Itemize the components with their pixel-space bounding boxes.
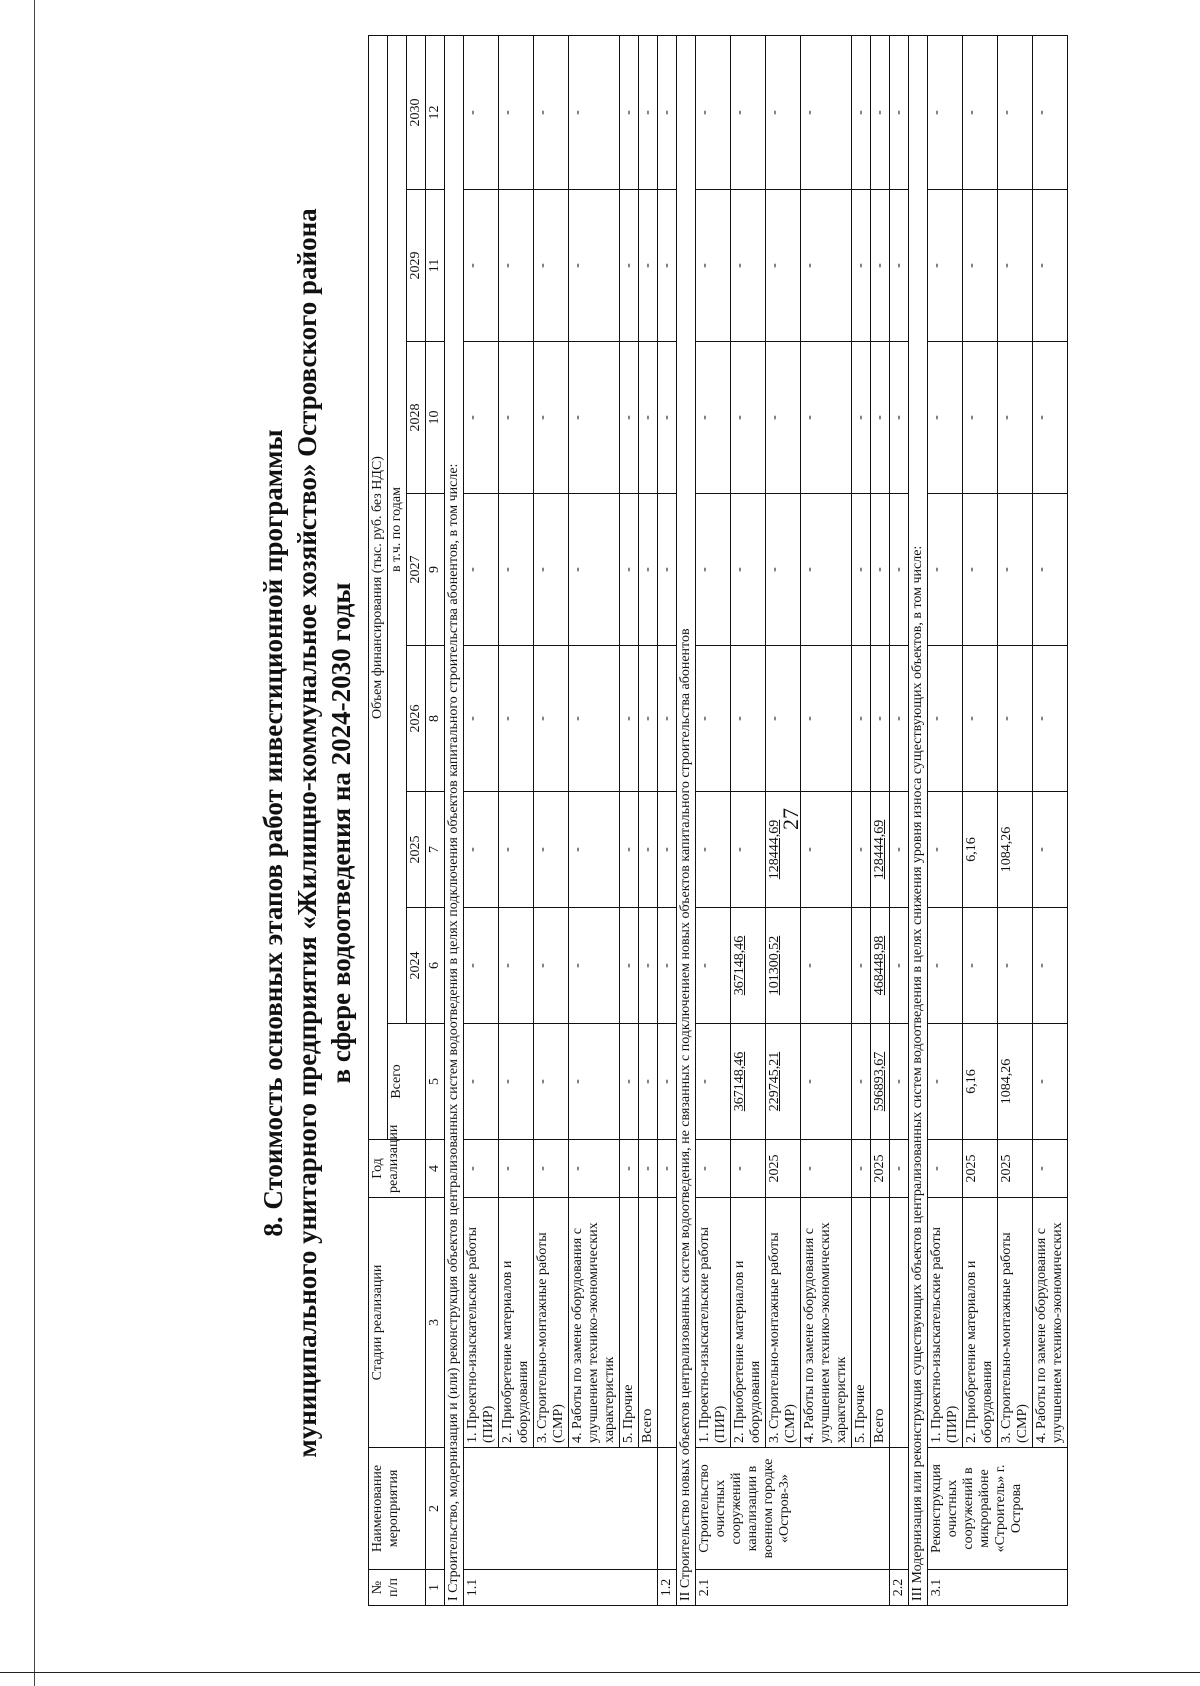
table-row [852, 35, 871, 1605]
year-value-cell: - [499, 342, 534, 494]
stage-cell: Всего [639, 1198, 658, 1448]
year-value-cell: - [731, 646, 766, 792]
year-value-cell: - [1033, 342, 1068, 494]
year-value-cell: - [890, 792, 909, 908]
year-value-cell: - [658, 342, 677, 494]
measure-name [464, 1448, 658, 1570]
year-value-cell: - [1033, 190, 1068, 342]
year-value-cell: - [998, 494, 1033, 646]
year-value-cell: - [696, 908, 731, 1024]
year-value-cell: - [620, 35, 639, 189]
year-value-cell: - [696, 792, 731, 908]
year-value-cell: - [731, 792, 766, 908]
year-value-cell: - [658, 646, 677, 792]
year-value-cell: - [639, 342, 658, 494]
year-value-cell: - [852, 908, 871, 1024]
year-value-cell: - [639, 792, 658, 908]
year-value-cell: - [871, 646, 890, 792]
year-value-cell: - [928, 342, 963, 494]
year-cell: - [464, 1140, 499, 1198]
year-value-cell: - [998, 35, 1033, 189]
header-year-2026: 2026 [407, 646, 426, 792]
year-value-cell: - [569, 908, 620, 1024]
table-row [731, 35, 766, 1605]
year-cell: 2025 [871, 1140, 890, 1198]
year-value-cell: 101300,52 [766, 908, 801, 1024]
year-value-cell: - [998, 190, 1033, 342]
year-value-cell: - [871, 342, 890, 494]
stage-cell: 5. Прочие [852, 1198, 871, 1448]
row-number: 3.1 [928, 1570, 1068, 1606]
year-value-cell: - [766, 494, 801, 646]
total-cell: - [569, 1024, 620, 1140]
measure-name [658, 1448, 677, 1570]
total-cell: - [852, 1024, 871, 1140]
year-value-cell: - [569, 35, 620, 189]
table-row [639, 35, 658, 1605]
table-row [534, 35, 569, 1605]
stage-cell: 2. Приобретение материалов и оборудования [963, 1198, 998, 1448]
header-volume: Объем финансирования (тыс. руб. без НДС) [369, 35, 388, 1139]
year-value-cell: - [569, 190, 620, 342]
table-row [696, 35, 731, 1605]
year-value-cell: - [1033, 35, 1068, 189]
year-value-cell: - [998, 342, 1033, 494]
section-row [677, 35, 696, 1605]
year-value-cell: - [1033, 494, 1068, 646]
section-title: III Модернизация или реконструкция существующих объектов централизованных систем водоотведения в целях снижения уровня износа существующих объектов, в том числе: [909, 35, 928, 1605]
year-value-cell: - [499, 494, 534, 646]
year-cell: - [1033, 1140, 1068, 1198]
header-index-cell: 6 [426, 908, 445, 1024]
stage-cell: Всего [871, 1198, 890, 1448]
total-cell: - [499, 1024, 534, 1140]
year-cell: - [620, 1140, 639, 1198]
stage-cell [890, 1198, 909, 1448]
year-value-cell: - [639, 908, 658, 1024]
stage-cell: 1. Проектно-изыскательские работы (ПИР) [696, 1198, 731, 1448]
total-cell: - [696, 1024, 731, 1140]
row-number: 2.2 [890, 1570, 909, 1606]
total-cell: - [1033, 1024, 1068, 1140]
rotated-page-content [256, 30, 1136, 1636]
section-title: I Строительство, модернизация и (или) реконструкция объектов централизованных систем водоотведения в целях подключения объектов капитального строительства абонентов, в том числе: [445, 35, 464, 1605]
table-row [801, 35, 852, 1605]
year-value-cell: - [801, 342, 852, 494]
total-cell: 596893,67 [871, 1024, 890, 1140]
year-cell: - [658, 1140, 677, 1198]
year-cell: - [534, 1140, 569, 1198]
year-value-cell: - [1033, 792, 1068, 908]
year-value-cell: 6,16 [963, 792, 998, 908]
year-value-cell: - [534, 35, 569, 189]
stage-cell: 3. Строительно-монтажные работы (СМР) [998, 1198, 1033, 1448]
year-value-cell: - [658, 190, 677, 342]
total-cell: 1084,26 [998, 1024, 1033, 1140]
year-value-cell: - [731, 190, 766, 342]
year-value-cell: - [766, 35, 801, 189]
page-title [256, 30, 358, 1636]
year-cell: - [499, 1140, 534, 1198]
page-bottom-edge [0, 1672, 1200, 1673]
table-row [620, 35, 639, 1605]
stage-cell: 1. Проектно-изыскательские работы (ПИР) [928, 1198, 963, 1448]
header-row-1 [369, 35, 388, 1605]
year-value-cell: - [534, 908, 569, 1024]
header-index-cell: 2 [426, 1448, 445, 1570]
year-cell: - [731, 1140, 766, 1198]
header-index-cell: 8 [426, 646, 445, 792]
year-value-cell: 128444,69 [766, 792, 801, 908]
year-cell: 2025 [963, 1140, 998, 1198]
year-value-cell: - [639, 35, 658, 189]
year-value-cell: - [871, 190, 890, 342]
year-value-cell: - [534, 494, 569, 646]
year-value-cell: 468448,98 [871, 908, 890, 1024]
header-year-2028: 2028 [407, 342, 426, 494]
row-number: 1.1 [464, 1570, 658, 1606]
year-value-cell: - [620, 792, 639, 908]
header-index-cell: 10 [426, 342, 445, 494]
year-value-cell: - [696, 190, 731, 342]
year-value-cell: - [890, 190, 909, 342]
total-cell: - [890, 1024, 909, 1140]
header-year-2025: 2025 [407, 792, 426, 908]
year-value-cell: - [658, 494, 677, 646]
year-value-cell: 128444,69 [871, 792, 890, 908]
table-body [445, 35, 1068, 1605]
page-left-edge [34, 0, 35, 1686]
year-value-cell: - [890, 342, 909, 494]
header-index-cell: 9 [426, 494, 445, 646]
year-value-cell: - [963, 494, 998, 646]
year-value-cell: - [890, 494, 909, 646]
total-cell: - [801, 1024, 852, 1140]
header-index-cell: 7 [426, 792, 445, 908]
year-value-cell: - [890, 646, 909, 792]
year-value-cell: - [569, 342, 620, 494]
year-value-cell: - [499, 646, 534, 792]
year-value-cell: - [499, 35, 534, 189]
total-cell: - [534, 1024, 569, 1140]
year-value-cell: - [464, 908, 499, 1024]
year-value-cell: - [871, 494, 890, 646]
header-stages: Стадии реализации [369, 1198, 426, 1448]
stage-cell: 3. Строительно-монтажные работы (СМР) [534, 1198, 569, 1448]
year-value-cell: - [731, 494, 766, 646]
section-row [445, 35, 464, 1605]
stage-cell: 3. Строительно-монтажные работы (СМР) [766, 1198, 801, 1448]
year-value-cell: - [499, 908, 534, 1024]
stage-cell: 4. Работы по замене оборудования с улучшением технико-экономических [1033, 1198, 1068, 1448]
year-value-cell: - [1033, 646, 1068, 792]
year-value-cell: - [534, 792, 569, 908]
year-value-cell: - [766, 190, 801, 342]
total-cell: - [928, 1024, 963, 1140]
table-row [928, 35, 963, 1605]
header-index-cell: 1 [426, 1570, 445, 1606]
year-value-cell: - [464, 35, 499, 189]
header-year-2024: 2024 [407, 908, 426, 1024]
year-value-cell: - [852, 342, 871, 494]
year-value-cell: - [963, 908, 998, 1024]
year-value-cell: - [928, 190, 963, 342]
table-row [658, 35, 677, 1605]
year-value-cell: - [852, 494, 871, 646]
table-row [871, 35, 890, 1605]
year-value-cell: - [464, 792, 499, 908]
row-number: 2.1 [696, 1570, 890, 1606]
total-cell: 367148,46 [731, 1024, 766, 1140]
stage-cell [658, 1198, 677, 1448]
year-value-cell: - [801, 494, 852, 646]
header-total: Всего [388, 1024, 426, 1140]
year-value-cell: - [464, 190, 499, 342]
year-value-cell: - [731, 35, 766, 189]
year-value-cell: - [569, 494, 620, 646]
total-cell: - [464, 1024, 499, 1140]
year-value-cell: - [499, 792, 534, 908]
year-value-cell: - [998, 646, 1033, 792]
year-value-cell: - [852, 792, 871, 908]
year-value-cell: 367148,46 [731, 908, 766, 1024]
year-value-cell: - [852, 646, 871, 792]
year-value-cell: - [928, 908, 963, 1024]
table-row [1033, 35, 1068, 1605]
table-row [998, 35, 1033, 1605]
year-value-cell: - [569, 792, 620, 908]
section-title: II Строительство новых объектов централизованных систем водоотведения, не связанных с подключением новых объектов капитального строительства абонентов [677, 35, 696, 1605]
year-value-cell: - [852, 35, 871, 189]
cost-table [368, 35, 1068, 1606]
year-value-cell: - [928, 646, 963, 792]
year-value-cell: - [620, 190, 639, 342]
year-value-cell: - [801, 792, 852, 908]
total-cell: 229745,21 [766, 1024, 801, 1140]
year-value-cell: - [928, 494, 963, 646]
stage-cell: 2. Приобретение материалов и оборудования [731, 1198, 766, 1448]
stage-cell: 4. Работы по замене оборудования с улучшением технико-экономических характеристик [569, 1198, 620, 1448]
year-value-cell: - [696, 494, 731, 646]
year-value-cell: - [963, 646, 998, 792]
header-index-cell: 5 [426, 1024, 445, 1140]
section-row [909, 35, 928, 1605]
year-cell: - [696, 1140, 731, 1198]
stage-cell: 2. Приобретение материалов и оборудования [499, 1198, 534, 1448]
header-year: Год реализации [369, 1140, 426, 1198]
table-row [569, 35, 620, 1605]
year-value-cell: - [696, 646, 731, 792]
year-value-cell: - [464, 646, 499, 792]
year-value-cell: - [620, 494, 639, 646]
total-cell: 6,16 [963, 1024, 998, 1140]
measure-name: Строительство очистных сооружений канализации в военном городке «Остров-3» [696, 1448, 890, 1570]
year-value-cell: - [696, 342, 731, 494]
header-year-2030: 2030 [407, 35, 426, 189]
year-value-cell: - [1033, 908, 1068, 1024]
year-value-cell: - [766, 342, 801, 494]
year-value-cell: - [658, 908, 677, 1024]
year-value-cell: - [963, 35, 998, 189]
table-row [464, 35, 499, 1605]
year-value-cell: 1084,26 [998, 792, 1033, 908]
header-name: Наименование мероприятия [369, 1448, 426, 1570]
year-value-cell: - [801, 646, 852, 792]
page-number: 27 [778, 808, 803, 830]
year-value-cell: - [569, 646, 620, 792]
year-value-cell: - [639, 646, 658, 792]
measure-name: Реконструкция очистных сооружений в микрорайоне «Строитель» г. Острова [928, 1448, 1068, 1570]
year-value-cell: - [639, 190, 658, 342]
year-value-cell: - [658, 35, 677, 189]
total-cell: - [658, 1024, 677, 1140]
year-cell: - [852, 1140, 871, 1198]
year-value-cell: - [620, 342, 639, 494]
year-value-cell: - [658, 792, 677, 908]
table-row [963, 35, 998, 1605]
table-row [499, 35, 534, 1605]
year-value-cell: - [534, 646, 569, 792]
year-value-cell: - [534, 190, 569, 342]
year-value-cell: - [620, 646, 639, 792]
year-value-cell: - [928, 792, 963, 908]
header-index-cell: 12 [426, 35, 445, 189]
year-value-cell: - [852, 190, 871, 342]
year-value-cell: - [464, 494, 499, 646]
year-value-cell: - [620, 908, 639, 1024]
year-value-cell: - [534, 342, 569, 494]
year-cell: - [569, 1140, 620, 1198]
year-value-cell: - [998, 908, 1033, 1024]
year-value-cell: - [890, 908, 909, 1024]
year-value-cell: - [871, 35, 890, 189]
title-line-3: в сфере водоотведения на 2024-2030 годы [326, 582, 356, 1084]
year-value-cell: - [963, 342, 998, 494]
header-no: № п/п [369, 1570, 426, 1606]
year-cell: - [801, 1140, 852, 1198]
header-year-2029: 2029 [407, 190, 426, 342]
header-index-cell: 11 [426, 190, 445, 342]
year-value-cell: - [963, 190, 998, 342]
year-value-cell: - [801, 35, 852, 189]
year-value-cell: - [801, 190, 852, 342]
header-index-cell: 3 [426, 1198, 445, 1448]
row-number: 1.2 [658, 1570, 677, 1606]
year-value-cell: - [731, 342, 766, 494]
year-cell: 2025 [766, 1140, 801, 1198]
year-value-cell: - [801, 908, 852, 1024]
header-index-cell: 4 [426, 1140, 445, 1198]
table-row [766, 35, 801, 1605]
measure-name [890, 1448, 909, 1570]
stage-cell: 1. Проектно-изыскательские работы (ПИР) [464, 1198, 499, 1448]
header-by-years: в т.ч. по годам [388, 35, 407, 1023]
year-value-cell: - [696, 35, 731, 189]
table-row [890, 35, 909, 1605]
title-line-1: 8. Стоимость основных этапов работ инвестиционной программы [258, 429, 288, 1237]
title-line-2: муниципального унитарного предприятия «Жилищно-коммунальное хозяйство» Островского района [292, 208, 322, 1458]
stage-cell: 5. Прочие [620, 1198, 639, 1448]
stage-cell: 4. Работы по замене оборудования с улучшением технико-экономических характеристик [801, 1198, 852, 1448]
year-cell: - [890, 1140, 909, 1198]
year-cell: 2025 [998, 1140, 1033, 1198]
year-value-cell: - [766, 646, 801, 792]
year-cell: - [639, 1140, 658, 1198]
year-cell: - [928, 1140, 963, 1198]
year-value-cell: - [639, 494, 658, 646]
year-value-cell: - [499, 190, 534, 342]
total-cell: - [639, 1024, 658, 1140]
year-value-cell: - [464, 342, 499, 494]
year-value-cell: - [928, 35, 963, 189]
year-value-cell: - [890, 35, 909, 189]
total-cell: - [620, 1024, 639, 1140]
header-index-row [426, 35, 445, 1605]
header-year-2027: 2027 [407, 494, 426, 646]
